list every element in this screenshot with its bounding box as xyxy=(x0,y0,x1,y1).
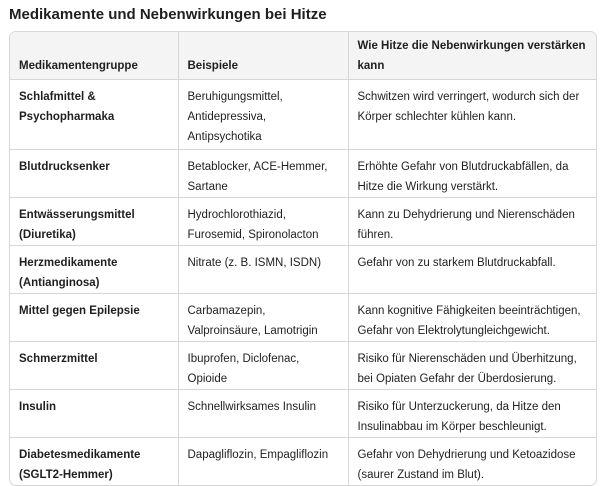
cell-text: (saurer Zustand im Blut). xyxy=(357,469,485,481)
cell-examples xyxy=(178,294,348,342)
cell-examples xyxy=(178,198,348,246)
cell-medication-group xyxy=(10,198,178,246)
document-title: Medikamente und Nebenwirkungen bei Hitze xyxy=(9,6,327,23)
cell-text: Risiko für Unterzuckerung, da Hitze den xyxy=(357,401,561,413)
cell-heat-effect xyxy=(348,342,596,390)
cell-text: Entwässerungsmittel xyxy=(19,209,135,221)
cell-text: Schmerzmittel xyxy=(19,353,98,365)
cell-text: Furosemid, Spironolacton xyxy=(187,229,319,241)
cell-heat-effect xyxy=(348,80,596,150)
header-row xyxy=(10,32,596,80)
cell-medication-group xyxy=(10,294,178,342)
cell-text: Ibuprofen, Diclofenac, xyxy=(187,353,300,365)
cell-text: Betablocker, ACE-Hemmer, xyxy=(187,161,328,173)
cell-text: Nitrate (z. B. ISMN, ISDN) xyxy=(187,257,322,269)
table-body xyxy=(10,80,596,486)
cell-heat-effect xyxy=(348,198,596,246)
cell-medication-group xyxy=(10,390,178,438)
cell-text: Carbamazepin, xyxy=(187,305,266,317)
cell-text: Kann zu Dehydrierung und Nierenschäden xyxy=(357,209,575,221)
header-heat-effect xyxy=(348,32,596,80)
cell-heat-effect xyxy=(348,150,596,198)
cell-text: Valproinsäure, Lamotrigin xyxy=(187,325,318,337)
cell-text: Blutdrucksenker xyxy=(19,161,110,173)
table-row xyxy=(10,342,596,390)
cell-text: Gefahr von zu starkem Blutdruckabfall. xyxy=(357,257,556,269)
cell-text: Hydrochlorothiazid, xyxy=(187,209,286,221)
medication-table-container xyxy=(9,31,597,486)
cell-text: Opioide xyxy=(187,373,228,385)
cell-text: bei Opiaten Gefahr der Überdosierung. xyxy=(357,373,557,385)
cell-text: Beruhigungsmittel, xyxy=(187,91,283,103)
cell-examples xyxy=(178,80,348,150)
table-row xyxy=(10,80,596,150)
cell-text: Sartane xyxy=(187,181,228,193)
cell-text: Schnellwirksames Insulin xyxy=(187,401,316,413)
header-text: Beispiele xyxy=(187,60,238,72)
cell-text: Herzmedikamente xyxy=(19,257,118,269)
cell-medication-group xyxy=(10,150,178,198)
cell-text: Antipsychotika xyxy=(187,131,262,143)
cell-heat-effect xyxy=(348,294,596,342)
cell-text: Schlafmittel & xyxy=(19,91,96,103)
cell-text: Mittel gegen Epilepsie xyxy=(19,305,140,317)
header-text: Wie Hitze die Nebenwirkungen verstärken xyxy=(357,40,586,52)
cell-text: Gefahr von Dehydrierung und Ketoazidose xyxy=(357,449,576,461)
cell-examples xyxy=(178,342,348,390)
cell-text: Erhöhte Gefahr von Blutdruckabfällen, da xyxy=(357,161,569,173)
cell-text: Risiko für Nierenschäden und Überhitzung, xyxy=(357,353,577,365)
cell-heat-effect xyxy=(348,438,596,486)
header-text: kann xyxy=(357,60,385,72)
header-medication-group xyxy=(10,32,178,80)
cell-text: Kann kognitive Fähigkeiten beeinträchtigen, xyxy=(357,305,581,317)
cell-examples xyxy=(178,390,348,438)
cell-text: Körper schlechter kühlen kann. xyxy=(357,111,517,123)
cell-text: Diabetesmedikamente xyxy=(19,449,141,461)
cell-medication-group xyxy=(10,246,178,294)
cell-medication-group xyxy=(10,80,178,150)
cell-text: Hitze die Wirkung verstärkt. xyxy=(357,181,499,193)
table-row xyxy=(10,390,596,438)
table-header xyxy=(10,32,596,80)
cell-examples xyxy=(178,246,348,294)
cell-text: (Diuretika) xyxy=(19,229,76,241)
cell-text: Dapagliflozin, Empagliflozin xyxy=(187,449,329,461)
table-row xyxy=(10,438,596,486)
table-row xyxy=(10,294,596,342)
cell-heat-effect xyxy=(348,246,596,294)
cell-text: Insulin xyxy=(19,401,57,413)
cell-text: (SGLT2-Hemmer) xyxy=(19,469,113,481)
medication-table xyxy=(10,32,596,485)
header-examples xyxy=(178,32,348,80)
cell-text: Antidepressiva, xyxy=(187,111,267,123)
header-text: Medikamentengruppe xyxy=(19,60,138,72)
cell-text: (Antianginosa) xyxy=(19,277,100,289)
table-row xyxy=(10,246,596,294)
cell-medication-group xyxy=(10,342,178,390)
cell-text: Insulinabbau im Körper beschleunigt. xyxy=(357,421,547,433)
table-row xyxy=(10,198,596,246)
table-row xyxy=(10,150,596,198)
cell-examples xyxy=(178,438,348,486)
cell-text: führen. xyxy=(357,229,394,241)
cell-medication-group xyxy=(10,438,178,486)
cell-text: Gefahr von Elektrolytungleichgewicht. xyxy=(357,325,550,337)
cell-text: Psychopharmaka xyxy=(19,111,115,123)
cell-heat-effect xyxy=(348,390,596,438)
cell-examples xyxy=(178,150,348,198)
cell-text: Schwitzen wird verringert, wodurch sich der xyxy=(357,91,580,103)
